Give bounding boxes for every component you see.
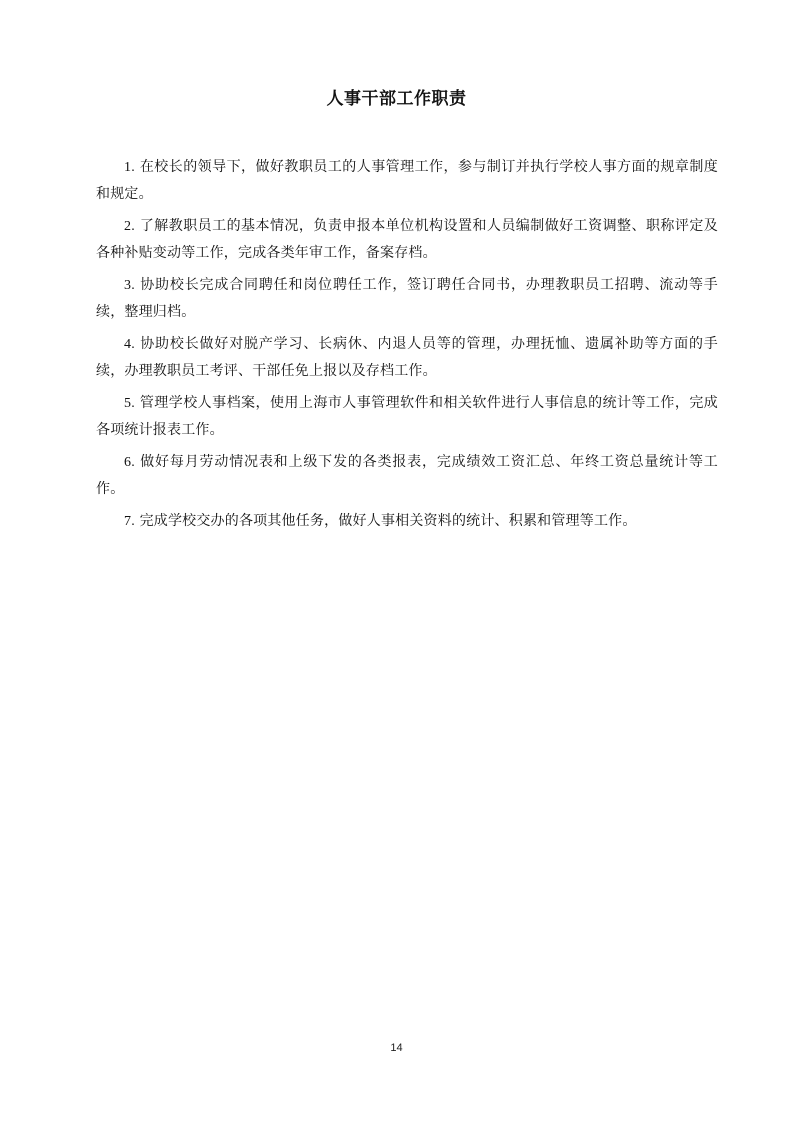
list-item <box>96 272 718 325</box>
item-text: 协助校长完成合同聘任和岗位聘任工作，签订聘任合同书，办理教职员工招聘、流动等手续，整理归档。 <box>96 277 718 320</box>
item-text: 做好每月劳动情况表和上级下发的各类报表，完成绩效工资汇总、年终工资总量统计等工作。 <box>96 454 718 497</box>
list-item <box>96 390 718 443</box>
duty-list <box>96 154 718 541</box>
item-text: 完成学校交办的各项其他任务，做好人事相关资料的统计、积累和管理等工作。 <box>139 513 637 529</box>
item-number: 5. <box>124 396 135 411</box>
item-text: 了解教职员工的基本情况，负责申报本单位机构设置和人员编制做好工资调整、职称评定及各种补贴变动等工作，完成各类年审工作，备案存档。 <box>96 218 719 261</box>
item-number: 4. <box>124 337 135 352</box>
list-item <box>96 154 718 207</box>
item-number: 7. <box>124 514 135 529</box>
page-title: 人事干部工作职责 <box>326 89 467 109</box>
page-number: 14 <box>390 1042 403 1054</box>
list-item <box>96 508 718 535</box>
item-text: 在校长的领导下，做好教职员工的人事管理工作，参与制订并执行学校人事方面的规章制度和规定。 <box>96 159 719 202</box>
list-item <box>96 213 718 266</box>
list-item <box>96 331 718 384</box>
item-number: 1. <box>124 160 135 175</box>
item-text: 协助校长做好对脱产学习、长病休、内退人员等的管理，办理抚恤、遗属补助等方面的手续，办理教职员工考评、干部任免上报以及存档工作。 <box>96 336 718 379</box>
item-number: 2. <box>124 219 135 234</box>
item-number: 3. <box>124 278 135 293</box>
item-text: 管理学校人事档案，使用上海市人事管理软件和相关软件进行人事信息的统计等工作，完成各项统计报表工作。 <box>96 395 719 438</box>
item-number: 6. <box>124 455 135 470</box>
list-item <box>96 449 718 502</box>
